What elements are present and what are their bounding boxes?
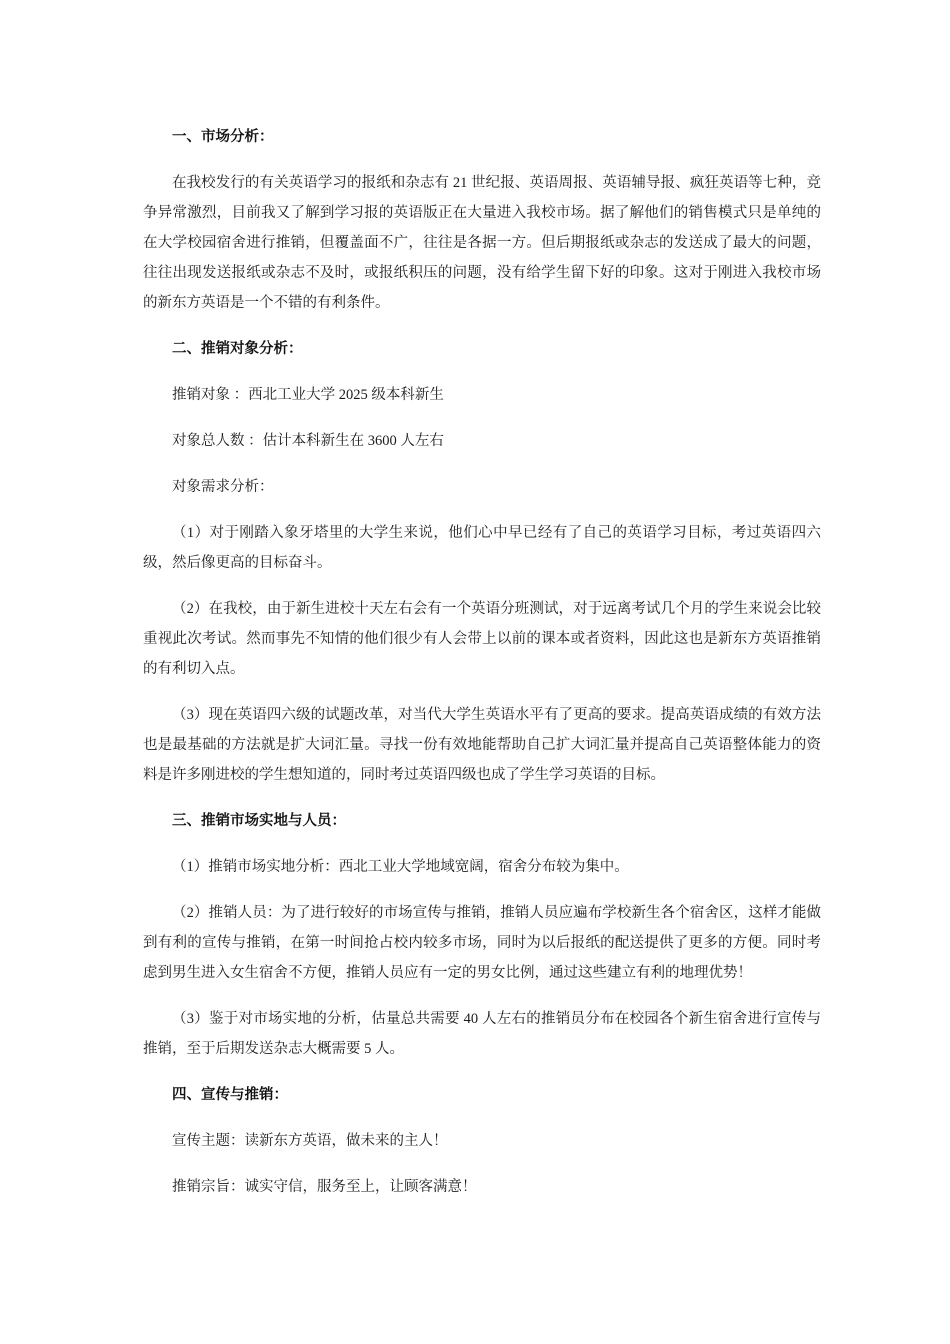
para-need-1: （1）对于刚踏入象牙塔里的大学生来说，他们心中早已经有了自己的英语学习目标，考过英语四六级，然后像更高的目标奋斗。 [143,525,821,571]
heading-target-analysis: 二、推销对象分析： [172,341,303,357]
para-field-analysis: （1）推销市场实地分析：西北工业大学地域宽阔，宿舍分布较为集中。 [172,859,629,875]
para-staff-estimate: （3）鉴于对市场实地的分析，估量总共需要 40 人左右的推销员分布在校园各个新生宿舍进行宣传与推销，至于后期发送杂志大概需要 5 人。 [143,1011,821,1057]
line-promo-theme: 宣传主题：读新东方英语，做未来的主人！ [172,1133,448,1149]
line-audience-total: 对象总人数 ：估计本科新生在 3600 人左右 [172,433,444,449]
heading-promotion: 四、宣传与推销： [172,1087,288,1103]
para-need-2: （2）在我校，由于新生进校十天左右会有一个英语分班测试，对于远离考试几个月的学生来说会比较重视此次考试。然而事先不知情的他们很少有人会带上以前的课本或者资料，因此这也是新东方英语推销的有利切入点。 [143,601,821,677]
para-market-analysis: 在我校发行的有关英语学习的报纸和杂志有 21 世纪报、英语周报、英语辅导报、疯狂英语等七种，竞争异常激烈，目前我又了解到学习报的英语版正在大量进入我校市场。据了解他们的销售模式只是单纯的在大学校园宿舍进行推销，但覆盖面不广，往往是各据一方。但后期报纸或杂志的发送成了最大的问题，往往出现发送报纸或杂志不及时，或报纸积压的问题，没有给学生留下好的印象。这对于刚进入我校市场的新东方英语是一个不错的有利条件。 [143,175,821,311]
heading-market-field-staff: 三、推销市场实地与人员： [172,813,346,829]
document-content [143,122,821,1202]
para-need-3: （3）现在英语四六级的试题改革，对当代大学生英语水平有了更高的要求。提高英语成绩的有效方法也是最基础的方法就是扩大词汇量。寻找一份有效地能帮助自己扩大词汇量并提高自己英语整体能力的资料是许多刚进校的学生想知道的，同时考过英语四级也成了学生学习英语的目标。 [143,707,821,783]
line-audience-needs-label: 对象需求分析： [172,479,274,495]
line-promo-principle: 推销宗旨：诚实守信，服务至上，让顾客满意！ [172,1179,477,1195]
line-target-audience: 推销对象 ：西北工业大学 2025 级本科新生 [172,387,444,403]
heading-market-analysis: 一、市场分析： [172,129,274,145]
para-sales-staff: （2）推销人员：为了进行较好的市场宣传与推销，推销人员应遍布学校新生各个宿舍区，这样才能做到有利的宣传与推销，在第一时间抢占校内较多市场，同时为以后报纸的配送提供了更多的方便。同时考虑到男生进入女生宿舍不方便，推销人员应有一定的男女比例，通过这些建立有利的地理优势！ [143,905,821,981]
